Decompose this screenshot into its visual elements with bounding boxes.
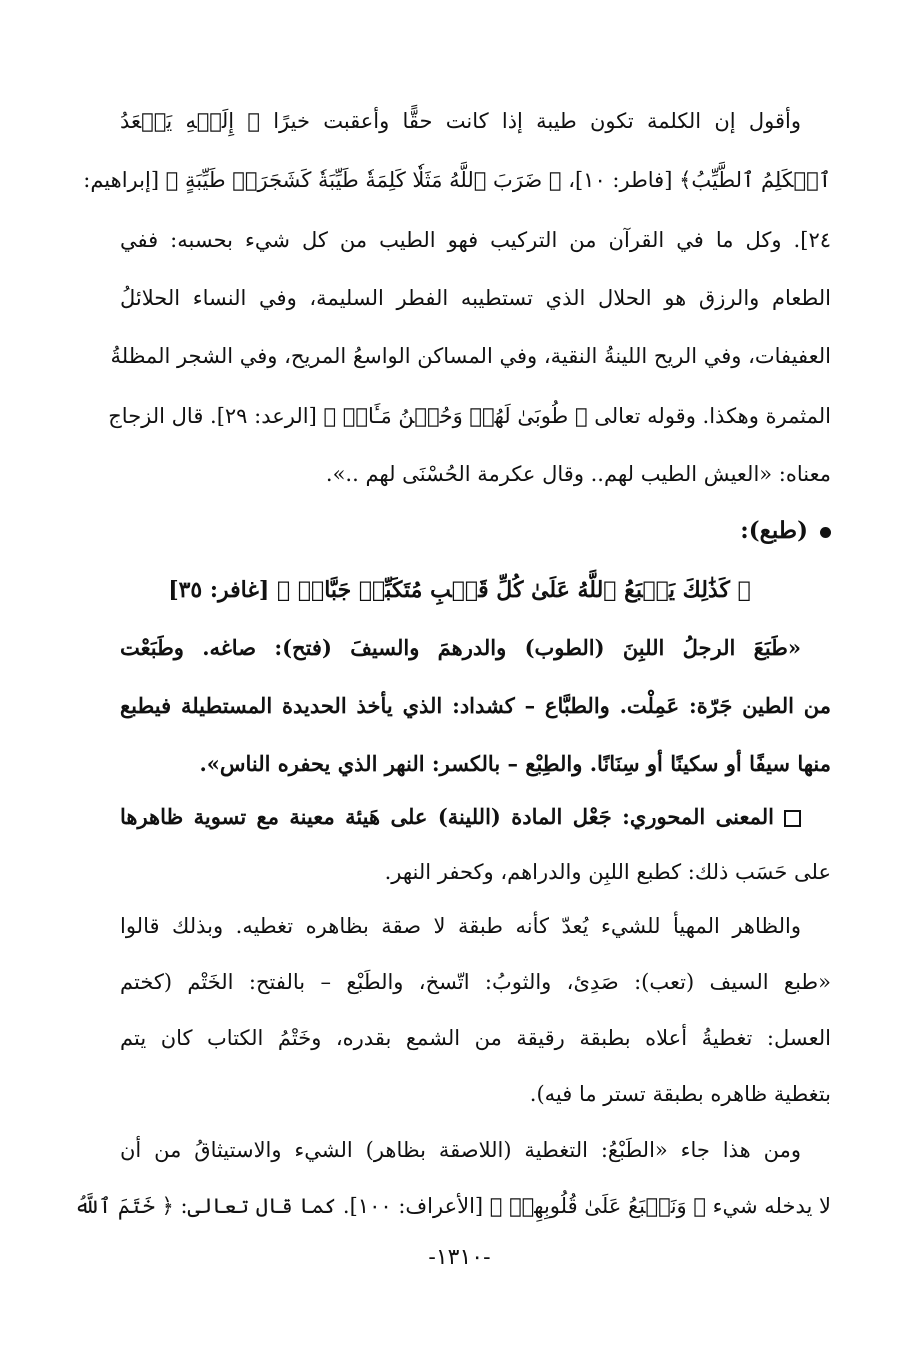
core-meaning-text-1: المعنى المحوري: جَعْل المادة (اللينة) على هَيئة معينة مع تسوية ظاهرها: [120, 804, 774, 829]
page-number: -١٣١٠-: [428, 1245, 491, 1270]
paragraph2-line-3: العسل: تغطيةُ أعلاه بطبقة رقيقة من الشمع بقدره، وخَتْمُ الكتاب كان يتم: [120, 1026, 831, 1050]
paragraph1-line-3: ٢٤]. وكل ما في القرآن من التركيب فهو الطيب من كل شيء بحسبه: ففي: [120, 228, 831, 252]
paragraph2-line-2: «طبع السيف (تعب): صَدِئ، والثوبُ: اتّسخ، والطَبْع – بالفتح: الخَتْم (كختم: [120, 970, 831, 994]
paragraph1-line-1: وأقول إن الكلمة تكون طيبة إذا كانت حقًّا وأعقبت خيرًا ﴿ إِلَيۡهِ يَصۡعَدُ: [120, 109, 801, 133]
core-meaning-line-2: على حَسَب ذلك: كطبع اللبِن والدراهم، وكحفر النهر.: [384, 860, 831, 884]
paragraph2-line-4: بتغطية ظاهره بطبقة تستر ما فيه).: [529, 1082, 831, 1106]
bullet-icon: [820, 527, 831, 538]
section-heading-text: (طبع):: [740, 517, 808, 544]
paragraph3-line-2: لا يدخله شيء ﴿ وَنَطۡبَعُ عَلَىٰ قُلُوبِهِمۡ ﴾ [الأعراف: ١٠٠]. كما قال تعالى: ﴿ خَتَمَ ٱللَّهُ: [74, 1194, 831, 1218]
paragraph2-line-1: والظاهر المهيأ للشيء يُعدّ كأنه طبقة لا صقة بظاهره تغطيه. وبذلك قالوا: [120, 914, 801, 938]
paragraph1-line-7: معناه: «العيش الطيب لهم.. وقال عكرمة الحُسْنَى لهم ..».: [325, 462, 831, 486]
definition-line-1: «طَبَعَ الرجلُ اللبِنَ (الطوب) والدرهمَ والسيفَ (فتح): صاغه. وطَبَعْت: [120, 635, 801, 660]
paragraph1-line-6: المثمرة وهكذا. وقوله تعالى ﴿ طُوبَىٰ لَهُمۡ وَحُسۡنُ مَـَٔابٖ ﴾ [الرعد: ٢٩]. قال الزجاج: [108, 404, 831, 428]
definition-line-3: منها سيفًا أو سكينًا أو سِنَانًا. والطِبْع – بالكسر: النهر الذي يحفره الناس».: [199, 751, 831, 776]
checkbox-square-icon: [784, 810, 801, 827]
section-verse: ﴿ كَذَٰلِكَ يَطۡبَعُ ٱللَّهُ عَلَىٰ كُلِّ قَلۡبِ مُتَكَبِّرٖ جَبَّارٖ ﴾ [غافر: ٣٥]: [168, 577, 751, 603]
paragraph1-line-4: الطعام والرزق هو الحلال الذي تستطيبه الفطر السليمة، وفي النساء الحلائلُ: [120, 286, 831, 310]
definition-line-2: من الطين جَرّة: عَمِلْت. والطبَّاع – كشداد: الذي يأخذ الحديدة المستطيلة فيطبع: [120, 693, 831, 718]
paragraph1-line-5: العفيفات، وفي الريح اللينةُ النقية، وفي المساكن الواسعُ المريح، وفي الشجر المظلةُ: [110, 344, 831, 368]
paragraph3-line-1: ومن هذا جاء «الطَبْعُ: التغطية (اللاصقة بظاهر) الشيء والاستيثاقُ من أن: [120, 1138, 801, 1162]
paragraph1-line-2: ٱلۡكَلِمُ ٱلطَّيِّبُ﴾ [فاطر: ١٠]، ﴿ ضَرَبَ ٱللَّهُ مَثَلٗا كَلِمَةٗ طَيِّبَةٗ كَشَجَرَةٖ طَيِّبَةٍ ﴾ [إبراهيم:: [83, 168, 831, 192]
section-heading: [740, 511, 831, 551]
core-meaning-line-1: [120, 797, 801, 837]
